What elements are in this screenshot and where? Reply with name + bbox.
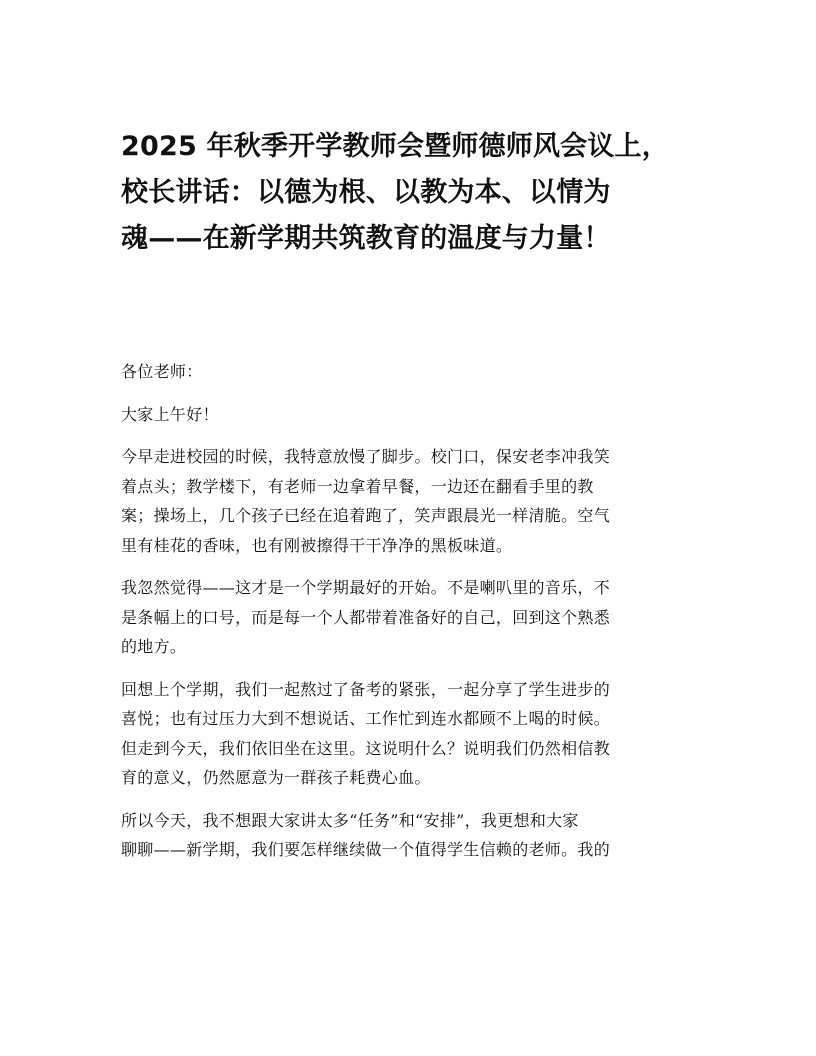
title-line: 2025 年秋季开学教师会暨师德师风会议上， — [121, 131, 669, 162]
salutation-paragraph — [121, 357, 696, 387]
text-line: 喜悦；也有过压力大到不想说话、工作忙到连水都顾不上喝的时候。 — [121, 709, 611, 728]
text-line: 育的意义，仍然愿意为一群孩子耗费心血。 — [121, 768, 431, 787]
text-line: 是条幅上的口号，而是每一个人都带着准备好的自己，回到这个熟悉 — [121, 607, 611, 627]
text-line: 的地方。 — [121, 637, 187, 656]
document-title — [121, 124, 696, 262]
text-line: 案；操场上，几个孩子已经在追着跑了，笑声跟晨光一样清脆。空气 — [121, 506, 611, 525]
text-line: 聊聊——新学期，我们要怎样继续做一个值得学生信赖的老师。我的 — [121, 840, 611, 859]
text-line: 我忽然觉得——这才是一个学期最好的开始。不是喇叭里的音乐，不 — [121, 578, 611, 597]
body-paragraph — [121, 675, 696, 793]
text-line: 但走到今天，我们依旧坐在这里。这说明什么？说明我们仍然相信教 — [121, 738, 611, 758]
text-line: 今早走进校园的时候，我特意放慢了脚步。校门口，保安老李冲我笑 — [121, 447, 611, 466]
text-line: 回想上个学期，我们一起熬过了备考的紧张，一起分享了学生进步的 — [121, 679, 611, 699]
title-line: 校长讲话：以德为根、以教为本、以情为 — [121, 177, 611, 208]
text-line: 大家上午好！ — [121, 404, 219, 424]
text-line: 里有桂花的香味，也有刚被擦得干干净净的黑板味道。 — [121, 535, 513, 555]
body-paragraph — [121, 806, 696, 865]
body-paragraph — [121, 573, 696, 662]
text-line: 各位老师： — [121, 362, 203, 381]
document-body — [121, 357, 696, 878]
title-line: 魂——在新学期共筑教育的温度与力量！ — [121, 223, 611, 254]
text-line: 着点头；教学楼下，有老师一边拿着早餐，一边还在翻看手里的教 — [121, 476, 594, 496]
body-paragraph — [121, 442, 696, 560]
text-line: 所以今天，我不想跟大家讲太多“任务”和“安排”，我更想和大家 — [121, 810, 579, 830]
greeting-paragraph — [121, 400, 696, 430]
